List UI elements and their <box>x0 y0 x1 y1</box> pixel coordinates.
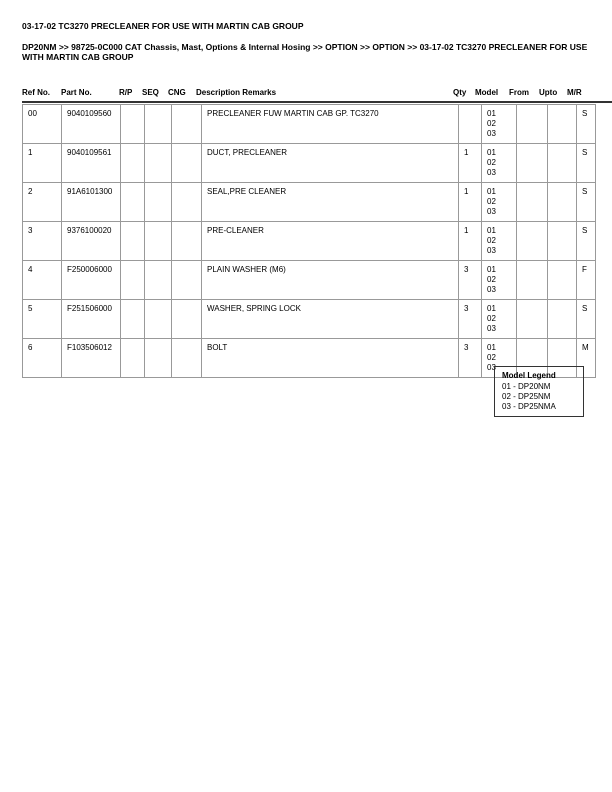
model-code: 01 <box>487 148 496 157</box>
model-cell <box>482 105 517 144</box>
part-number-cell: 9040109561 <box>62 144 121 183</box>
seq-cell <box>145 339 172 378</box>
part-number-cell: F251506000 <box>62 300 121 339</box>
header-cng: CNG <box>168 88 186 97</box>
model-code: 03 <box>487 246 496 255</box>
cng-cell <box>172 339 202 378</box>
qty-cell: 1 <box>459 222 482 261</box>
rp-cell <box>121 183 145 222</box>
part-number-cell: F103506012 <box>62 339 121 378</box>
cng-cell <box>172 261 202 300</box>
from-cell <box>517 183 548 222</box>
model-cell <box>482 183 517 222</box>
model-code: 02 <box>487 275 496 284</box>
part-number-cell: 9376100020 <box>62 222 121 261</box>
model-code: 01 <box>487 343 496 352</box>
seq-cell <box>145 144 172 183</box>
model-cell <box>482 144 517 183</box>
model-cell <box>482 300 517 339</box>
header-divider <box>22 101 612 103</box>
table-row <box>23 261 596 300</box>
model-code: 03 <box>487 324 496 333</box>
mr-cell: M <box>577 339 596 378</box>
description-cell: SEAL,PRE CLEANER <box>202 183 459 222</box>
header-from: From <box>509 88 529 97</box>
from-cell <box>517 222 548 261</box>
header-rp: R/P <box>119 88 133 97</box>
description-cell: DUCT, PRECLEANER <box>202 144 459 183</box>
upto-cell <box>548 105 577 144</box>
from-cell <box>517 300 548 339</box>
mr-cell: F <box>577 261 596 300</box>
header-seq: SEQ <box>142 88 159 97</box>
qty-cell: 3 <box>459 339 482 378</box>
legend-item: 02 - DP25NM <box>502 392 551 401</box>
seq-cell <box>145 105 172 144</box>
legend-item: 01 - DP20NM <box>502 382 551 391</box>
model-code: 01 <box>487 109 496 118</box>
description-cell: PRECLEANER FUW MARTIN CAB GP. TC3270 <box>202 105 459 144</box>
cng-cell <box>172 105 202 144</box>
model-code: 01 <box>487 304 496 313</box>
table-row <box>23 144 596 183</box>
model-code: 02 <box>487 119 496 128</box>
from-cell <box>517 261 548 300</box>
ref-cell: 3 <box>23 222 62 261</box>
qty-cell: 3 <box>459 300 482 339</box>
ref-cell: 5 <box>23 300 62 339</box>
part-number-cell: 91A6101300 <box>62 183 121 222</box>
model-code: 03 <box>487 129 496 138</box>
header-model: Model <box>475 88 499 97</box>
model-code: 02 <box>487 314 496 323</box>
mr-cell: S <box>577 105 596 144</box>
qty-cell: 1 <box>459 183 482 222</box>
header-upto: Upto <box>539 88 558 97</box>
qty-cell: 3 <box>459 261 482 300</box>
cng-cell <box>172 144 202 183</box>
ref-cell: 1 <box>23 144 62 183</box>
mr-cell: S <box>577 300 596 339</box>
from-cell <box>517 105 548 144</box>
upto-cell <box>548 183 577 222</box>
mr-cell: S <box>577 144 596 183</box>
seq-cell <box>145 300 172 339</box>
header-mr: M/R <box>567 88 582 97</box>
rp-cell <box>121 261 145 300</box>
breadcrumb: DP20NM >> 98725-0C000 CAT Chassis, Mast, Options & Internal Hosing >> OPTION >> OPTION >> 03-17-02 TC3270 PRECLEANER FOR USE WITH MARTIN CAB GROUP <box>22 42 588 62</box>
seq-cell <box>145 222 172 261</box>
model-code: 03 <box>487 168 496 177</box>
model-cell <box>482 261 517 300</box>
model-code: 02 <box>487 353 496 362</box>
model-legend <box>494 366 584 417</box>
from-cell <box>517 144 548 183</box>
seq-cell <box>145 261 172 300</box>
model-code: 03 <box>487 363 496 372</box>
qty-cell: 1 <box>459 144 482 183</box>
part-number-cell: 9040109560 <box>62 105 121 144</box>
rp-cell <box>121 144 145 183</box>
header-qty: Qty <box>453 88 467 97</box>
description-cell: BOLT <box>202 339 459 378</box>
description-cell: PLAIN WASHER (M6) <box>202 261 459 300</box>
part-number-cell: F250006000 <box>62 261 121 300</box>
cng-cell <box>172 222 202 261</box>
header-part: Part No. <box>61 88 92 97</box>
rp-cell <box>121 105 145 144</box>
header-ref: Ref No. <box>22 88 50 97</box>
model-code: 02 <box>487 236 496 245</box>
cng-cell <box>172 300 202 339</box>
table-row <box>23 105 596 144</box>
legend-title: Model Legend <box>502 371 556 380</box>
model-code: 01 <box>487 226 496 235</box>
mr-cell: S <box>577 183 596 222</box>
ref-cell: 00 <box>23 105 62 144</box>
model-code: 03 <box>487 285 496 294</box>
qty-cell <box>459 105 482 144</box>
description-cell: PRE-CLEANER <box>202 222 459 261</box>
parts-table <box>22 104 596 378</box>
ref-cell: 6 <box>23 339 62 378</box>
model-code: 01 <box>487 187 496 196</box>
upto-cell <box>548 261 577 300</box>
table-row <box>23 183 596 222</box>
header-desc: Description Remarks <box>196 88 277 97</box>
model-code: 02 <box>487 158 496 167</box>
upto-cell <box>548 300 577 339</box>
model-cell <box>482 222 517 261</box>
rp-cell <box>121 339 145 378</box>
upto-cell <box>548 144 577 183</box>
table-row <box>23 222 596 261</box>
model-code: 01 <box>487 265 496 274</box>
rp-cell <box>121 300 145 339</box>
page-title: 03-17-02 TC3270 PRECLEANER FOR USE WITH MARTIN CAB GROUP <box>22 21 304 31</box>
seq-cell <box>145 183 172 222</box>
ref-cell: 4 <box>23 261 62 300</box>
legend-item: 03 - DP25NMA <box>502 402 556 411</box>
cng-cell <box>172 183 202 222</box>
model-code: 03 <box>487 207 496 216</box>
ref-cell: 2 <box>23 183 62 222</box>
mr-cell: S <box>577 222 596 261</box>
table-row <box>23 300 596 339</box>
upto-cell <box>548 222 577 261</box>
rp-cell <box>121 222 145 261</box>
description-cell: WASHER, SPRING LOCK <box>202 300 459 339</box>
model-code: 02 <box>487 197 496 206</box>
